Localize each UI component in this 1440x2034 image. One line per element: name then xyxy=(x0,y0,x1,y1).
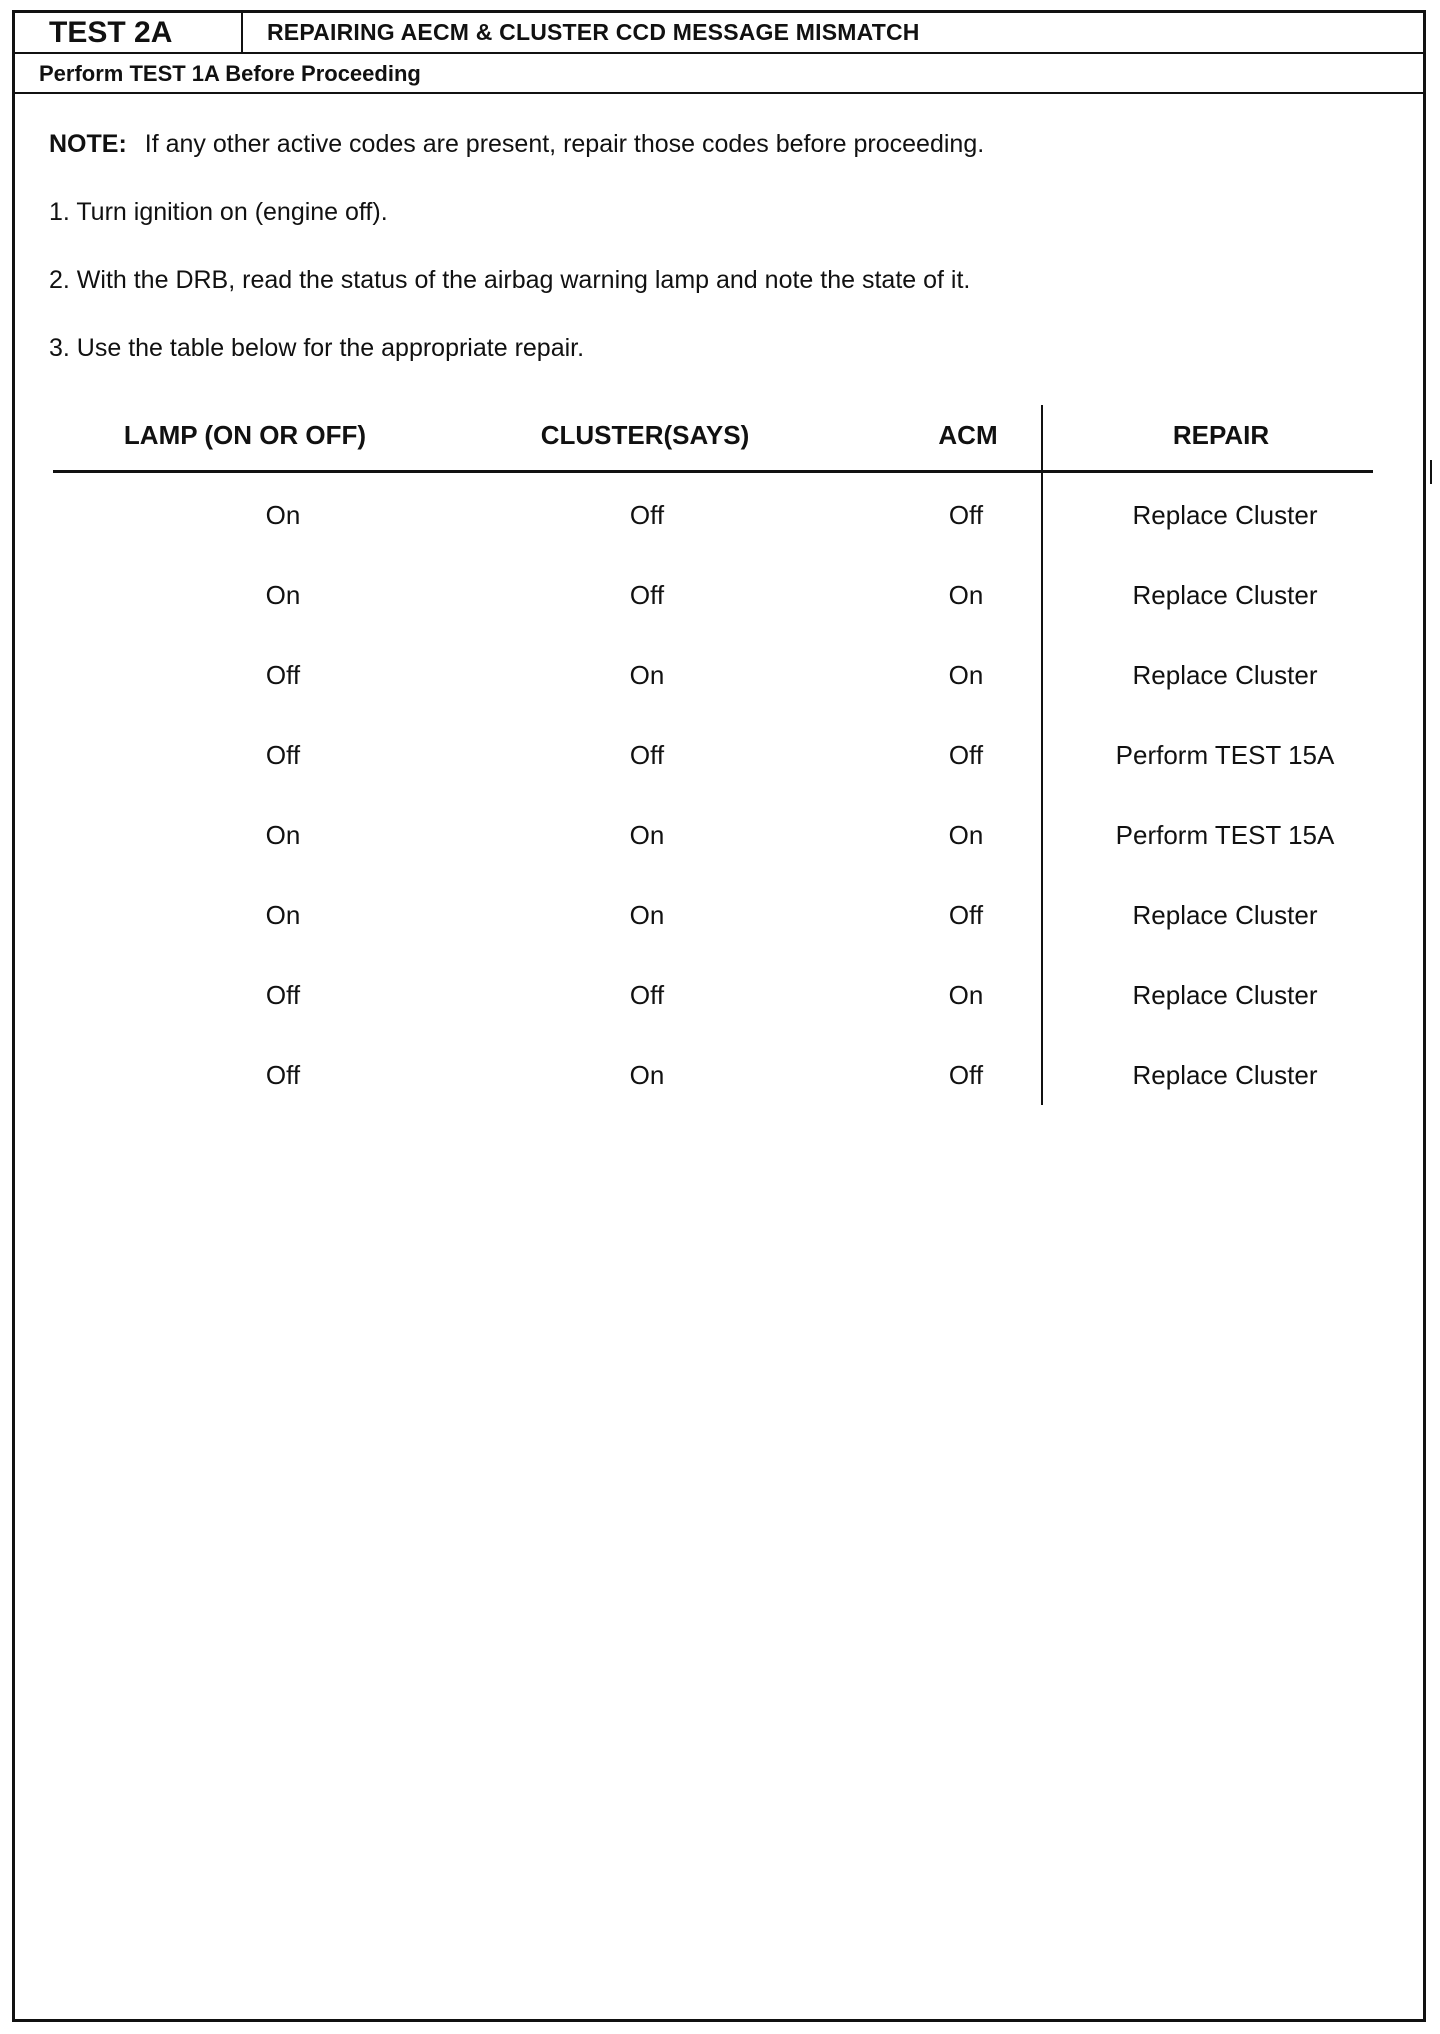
table-row xyxy=(53,1035,1383,1115)
cell-lamp: On xyxy=(265,580,301,610)
cell-lamp: Off xyxy=(265,980,301,1010)
cell-repair: Replace Cluster xyxy=(1132,500,1318,530)
step-3: 3. Use the table below for the appropriate repair. xyxy=(49,334,585,362)
cell-repair: Replace Cluster xyxy=(1132,980,1318,1010)
test-title: REPAIRING AECM & CLUSTER CCD MESSAGE MISMATCH xyxy=(267,19,920,45)
cell-repair: Perform TEST 15A xyxy=(1115,740,1335,770)
scan-mark xyxy=(1430,460,1432,484)
cell-repair: Replace Cluster xyxy=(1132,1060,1318,1090)
cell-lamp: On xyxy=(265,900,301,930)
table-row xyxy=(53,635,1383,715)
cell-cluster: Off xyxy=(629,500,665,530)
table-row xyxy=(53,555,1383,635)
column-header-cluster: CLUSTER(SAYS) xyxy=(540,420,750,450)
cell-lamp: Off xyxy=(265,1060,301,1090)
cell-acm: Off xyxy=(948,500,984,530)
cell-cluster: Off xyxy=(629,980,665,1010)
header-row xyxy=(15,13,1423,54)
table-row xyxy=(53,795,1383,875)
step-2: 2. With the DRB, read the status of the airbag warning lamp and note the state of it. xyxy=(49,266,971,294)
cell-cluster: On xyxy=(629,900,665,930)
cell-cluster: On xyxy=(629,820,665,850)
column-header-acm: ACM xyxy=(938,420,998,450)
cell-acm: On xyxy=(948,820,984,850)
cell-lamp: Off xyxy=(265,660,301,690)
column-header-lamp: LAMP (ON OR OFF) xyxy=(123,420,367,450)
note-text: If any other active codes are present, repair those codes before proceeding. xyxy=(144,130,985,158)
cell-lamp: On xyxy=(265,500,301,530)
cell-cluster: On xyxy=(629,660,665,690)
cell-lamp: Off xyxy=(265,740,301,770)
cell-acm: Off xyxy=(948,900,984,930)
cell-repair: Replace Cluster xyxy=(1132,900,1318,930)
prerequisite-row xyxy=(15,54,1423,94)
cell-acm: Off xyxy=(948,740,984,770)
prerequisite: Perform TEST 1A Before Proceeding xyxy=(39,61,421,86)
cell-cluster: Off xyxy=(629,740,665,770)
test-id: TEST 2A xyxy=(15,13,243,52)
cell-acm: On xyxy=(948,980,984,1010)
step-1: 1. Turn ignition on (engine off). xyxy=(49,198,388,226)
cell-cluster: Off xyxy=(629,580,665,610)
document-frame xyxy=(12,10,1426,2022)
header-rule xyxy=(53,470,1373,473)
cell-repair: Replace Cluster xyxy=(1132,660,1318,690)
cell-repair: Replace Cluster xyxy=(1132,580,1318,610)
table-row xyxy=(53,955,1383,1035)
cell-acm: On xyxy=(948,580,984,610)
note xyxy=(49,129,984,159)
cell-lamp: On xyxy=(265,820,301,850)
cell-acm: On xyxy=(948,660,984,690)
column-header-repair: REPAIR xyxy=(1172,420,1270,450)
note-label: NOTE: xyxy=(49,130,127,158)
cell-acm: Off xyxy=(948,1060,984,1090)
cell-cluster: On xyxy=(629,1060,665,1090)
table-row xyxy=(53,475,1383,555)
cell-repair: Perform TEST 15A xyxy=(1115,820,1335,850)
table-row xyxy=(53,875,1383,955)
table-row xyxy=(53,715,1383,795)
repair-table xyxy=(53,405,1383,1107)
